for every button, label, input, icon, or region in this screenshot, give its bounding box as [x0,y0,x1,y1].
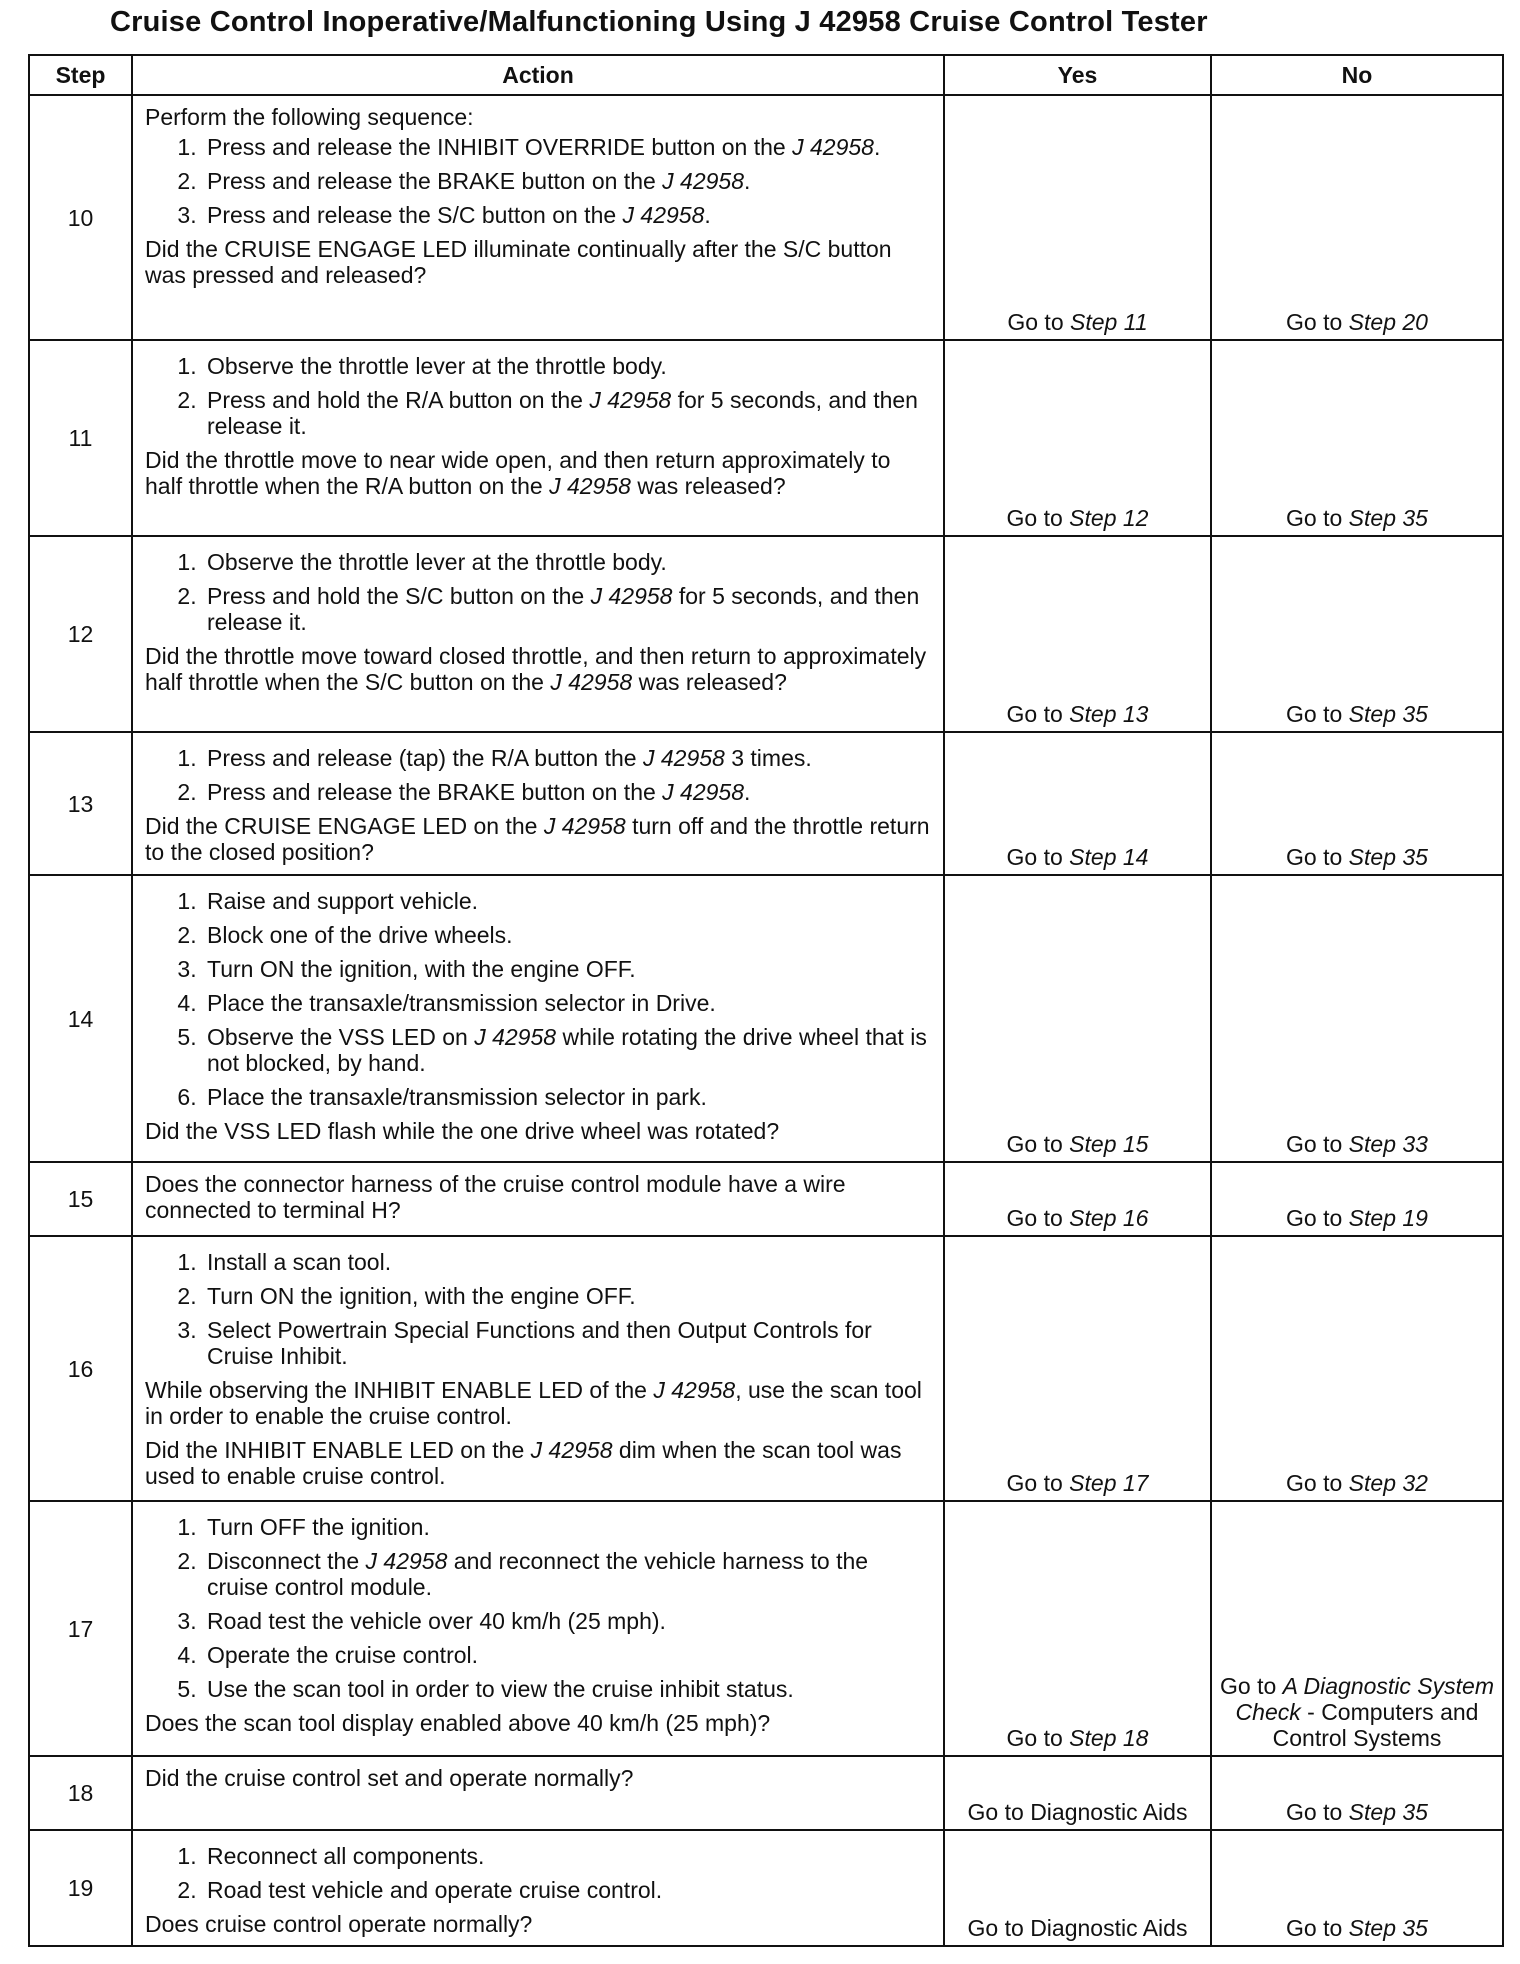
table-row [29,1162,1503,1236]
yes-step-link: 15 [1122,1131,1149,1157]
yes-cell: Go to Step 16 [944,1162,1211,1236]
list-item: 2. Road test vehicle and operate cruise control. [203,1877,933,1903]
table-row [29,1236,1503,1501]
list-item: 3. Turn ON the ignition, with the engine OFF. [203,956,933,982]
action-list [145,1843,933,1903]
action-cell [132,875,944,1162]
table-row [29,1501,1503,1756]
no-step-link: 19 [1402,1205,1428,1231]
tool-reference: J 42958 [662,779,745,805]
action-cell [132,1162,944,1236]
step-number: 12 [29,536,132,732]
table-row [29,536,1503,732]
action-question: Did the INHIBIT ENABLE LED on the J 42958 dim when the scan tool was used to enable cruise control. [145,1437,902,1489]
action-question: Did the cruise control set and operate normally? [145,1765,634,1791]
action-list [145,888,933,1110]
yes-step-link: 18 [1122,1725,1149,1751]
yes-step-link: 16 [1122,1205,1149,1231]
list-item: 3. Road test the vehicle over 40 km/h (25 mph). [203,1608,933,1634]
step-number: 15 [29,1162,132,1236]
list-item: 4. Place the transaxle/transmission selector in Drive. [203,990,933,1016]
list-item: 3. Press and release the S/C button on the J 42958. [203,202,933,228]
action-instruction: While observing the INHIBIT ENABLE LED of the J 42958, use the scan tool in order to enable the cruise control. [145,1377,922,1429]
no-cell: Go to Step 35 [1211,340,1503,536]
no-cell: Go to Step 35 [1211,1830,1503,1946]
yes-cell: Go to Step 18 [944,1501,1211,1756]
action-question: Does the scan tool display enabled above 40 km/h (25 mph)? [145,1710,771,1736]
no-step-link: 35 [1402,505,1428,531]
action-cell [132,732,944,875]
tool-reference: J 42958 [792,134,874,160]
tool-reference: J 42958 [530,1437,613,1463]
list-item: 2. Press and hold the S/C button on the J 42958 for 5 seconds, and then release it. [203,583,933,635]
no-step-link: 35 [1402,844,1428,870]
list-item: 1. Observe the throttle lever at the throttle body. [203,353,933,379]
yes-cell: Go to Step 14 [944,732,1211,875]
no-cell: Go to Step 32 [1211,1236,1503,1501]
header-step: Step [29,55,132,95]
list-item: 2. Disconnect the J 42958 and reconnect the vehicle harness to the cruise control module. [203,1548,933,1600]
header-no: No [1211,55,1503,95]
tool-reference: J 42958 [642,745,725,771]
action-question: Did the throttle move toward closed throttle, and then return to approximately half throttle when the S/C button on the J 42958 was released? [145,643,927,695]
action-cell [132,1830,944,1946]
action-list [145,134,933,228]
yes-cell: Go to Step 15 [944,875,1211,1162]
no-cell: Go to Step 35 [1211,536,1503,732]
list-item: 6. Place the transaxle/transmission selector in park. [203,1084,933,1110]
tool-reference: J 42958 [622,202,705,228]
list-item: 2. Block one of the drive wheels. [203,922,933,948]
action-cell [132,1756,944,1830]
table-row [29,1756,1503,1830]
list-item: 1. Observe the throttle lever at the throttle body. [203,549,933,575]
step-number: 10 [29,95,132,340]
diagnostic-table [28,54,1504,1947]
table-row [29,732,1503,875]
table-row [29,340,1503,536]
action-cell [132,340,944,536]
yes-step-link: 12 [1122,505,1149,531]
action-intro: Perform the following sequence: [145,104,474,130]
action-question: Did the CRUISE ENGAGE LED illuminate continually after the S/C button was pressed and released? [145,236,892,288]
yes-step-link: 14 [1122,844,1149,870]
list-item: 1. Turn OFF the ignition. [203,1514,933,1540]
yes-step-link: 11 [1123,309,1148,335]
tool-reference: J 42958 [543,813,626,839]
tool-reference: J 42958 [550,669,633,695]
action-question: Did the throttle move to near wide open, and then return approximately to half throttle when the R/A button on the J 42958 was released? [145,447,891,499]
diagnostic-system-check-link[interactable]: A Diagnostic System Check [1235,1673,1494,1725]
step-number: 11 [29,340,132,536]
tool-reference: J 42958 [549,473,631,499]
action-question: Did the CRUISE ENGAGE LED on the J 42958 turn off and the throttle return to the closed position? [145,813,930,865]
action-cell [132,1236,944,1501]
step-number: 19 [29,1830,132,1946]
no-step-link: 35 [1402,1799,1428,1825]
no-step-link: 35 [1402,1915,1428,1941]
no-cell: Go to Step 35 [1211,1756,1503,1830]
no-cell: Go to Step 20 [1211,95,1503,340]
yes-step-link: 13 [1122,701,1149,727]
table-row [29,95,1503,340]
action-cell [132,1501,944,1756]
step-number: 13 [29,732,132,875]
tool-reference: J 42958 [653,1377,736,1403]
list-item: 2. Press and release the BRAKE button on the J 42958. [203,168,933,194]
tool-reference: J 42958 [365,1548,448,1574]
action-list [145,549,933,635]
no-step-link: 32 [1402,1470,1428,1496]
header-action: Action [132,55,944,95]
no-cell: Go to Step 35 [1211,732,1503,875]
yes-cell: Go to Step 11 [944,95,1211,340]
list-item: 1. Install a scan tool. [203,1249,933,1275]
yes-step-link: 17 [1122,1470,1149,1496]
action-list [145,745,933,805]
tool-reference: J 42958 [474,1024,557,1050]
action-cell [132,95,944,340]
action-list [145,1249,933,1369]
action-list [145,353,933,439]
table-header-row [29,55,1503,95]
no-step-link: 20 [1402,309,1428,335]
list-item: 1. Press and release the INHIBIT OVERRIDE button on the J 42958. [203,134,933,160]
table-row [29,875,1503,1162]
tool-reference: J 42958 [589,387,672,413]
action-question: Does cruise control operate normally? [145,1911,533,1937]
tool-reference: J 42958 [662,168,745,194]
list-item: 1. Press and release (tap) the R/A button the J 42958 3 times. [203,745,933,771]
list-item: 1. Reconnect all components. [203,1843,933,1869]
no-cell: Go to Step 33 [1211,875,1503,1162]
action-question: Does the connector harness of the cruise control module have a wire connected to terminal H? [145,1171,846,1223]
no-step-link: 33 [1402,1131,1428,1157]
no-cell: Go to Step 19 [1211,1162,1503,1236]
list-item: 5. Observe the VSS LED on J 42958 while rotating the drive wheel that is not blocked, by hand. [203,1024,933,1076]
list-item: 5. Use the scan tool in order to view the cruise inhibit status. [203,1676,933,1702]
header-yes: Yes [944,55,1211,95]
list-item: 1. Raise and support vehicle. [203,888,933,914]
yes-cell: Go to Step 17 [944,1236,1211,1501]
step-number: 16 [29,1236,132,1501]
no-step-link: 35 [1402,701,1428,727]
list-item: 2. Press and release the BRAKE button on the J 42958. [203,779,933,805]
step-number: 18 [29,1756,132,1830]
list-item: 3. Select Powertrain Special Functions and then Output Controls for Cruise Inhibit. [203,1317,933,1369]
list-item: 2. Press and hold the R/A button on the J 42958 for 5 seconds, and then release it. [203,387,933,439]
list-item: 4. Operate the cruise control. [203,1642,933,1668]
step-number: 17 [29,1501,132,1756]
yes-cell: Go to Diagnostic Aids [944,1830,1211,1946]
yes-cell: Go to Diagnostic Aids [944,1756,1211,1830]
table-row [29,1830,1503,1946]
step-number: 14 [29,875,132,1162]
action-question: Did the VSS LED flash while the one drive wheel was rotated? [145,1118,780,1144]
action-cell [132,536,944,732]
action-list [145,1514,933,1702]
yes-cell: Go to Step 13 [944,536,1211,732]
no-cell: Go to A Diagnostic System Check - Computers and Control Systems [1211,1501,1503,1756]
page-title: Cruise Control Inoperative/Malfunctioning Using J 42958 Cruise Control Tester [110,6,1208,38]
list-item: 2. Turn ON the ignition, with the engine OFF. [203,1283,933,1309]
tool-reference: J 42958 [590,583,673,609]
yes-cell: Go to Step 12 [944,340,1211,536]
